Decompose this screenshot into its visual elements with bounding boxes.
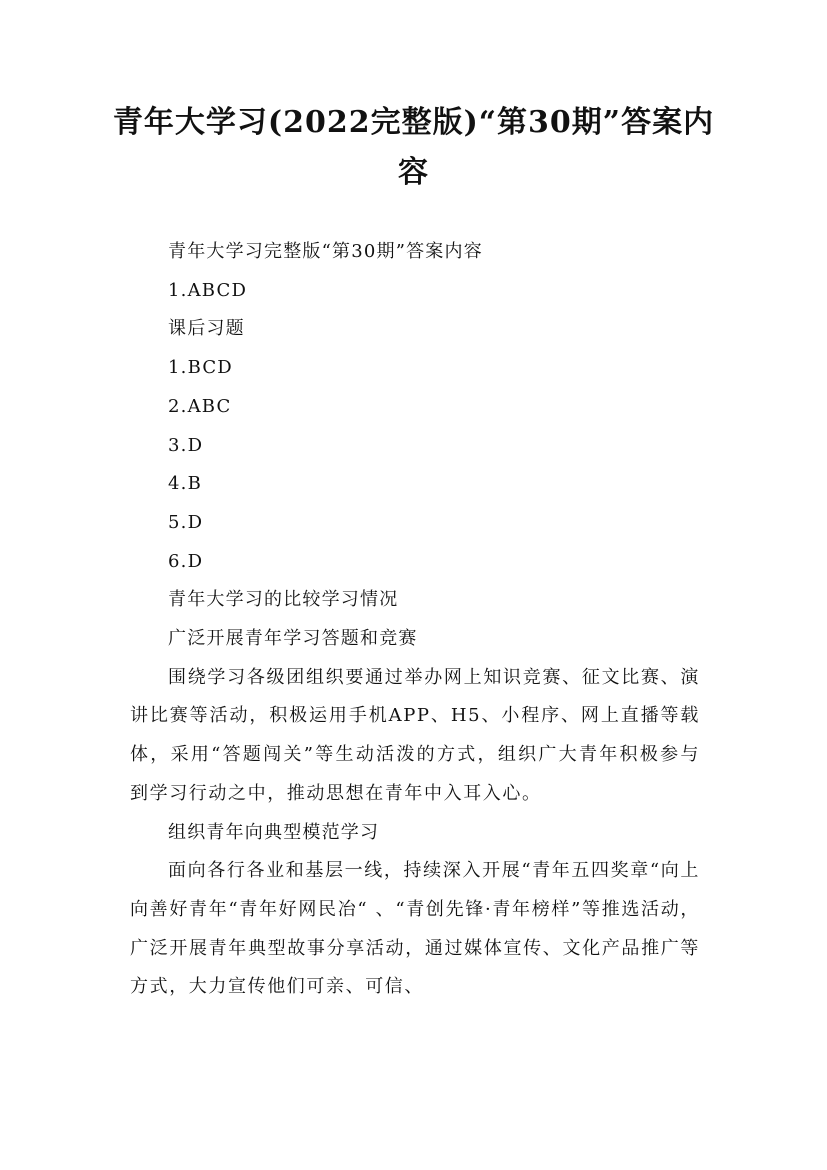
answer-line: 4.B [168,473,203,495]
exercise-heading: 课后习题 [168,318,245,340]
answer-line: 3.D [168,434,204,456]
paragraph: 围绕学习各级团组织要通过举办网上知识竞赛、征文比赛、演讲比赛等活动，积极运用手机APP、H5、小程序、网上直播等载体，采用“答题闯关”等生动活泼的方式，组织广大青年积极参与到学习行动之中，推动思想在青年中入耳入心。 [130,666,700,804]
answer-line: 2.ABC [168,395,232,417]
answer-heading: 青年大学习完整版“第30期”答案内容 [168,241,483,262]
section-heading: 青年大学习的比较学习情况 [168,589,399,611]
answer-line: 1.BCD [168,357,233,379]
document-title: 青年大学习(2022完整版)“第30期”答案内容 [112,105,715,190]
answer-line: 5.D [168,511,204,533]
section-heading: 广泛开展青年学习答题和竞赛 [168,628,418,650]
answer-line: 1.ABCD [168,279,248,301]
answer-line: 6.D [168,550,204,572]
section-heading: 组织青年向典型模范学习 [168,821,380,843]
paragraph: 面向各行各业和基层一线，持续深入开展“青年五四奖章“向上向善好青年“青年好网民冶“ 、“青创先锋·青年榜样”等推选活动，广泛开展青年典型故事分享活动，通过媒体宣传、文化产品推广等方式，大力宣传他们可亲、可信、 [130,860,700,998]
document-body [130,233,700,1007]
